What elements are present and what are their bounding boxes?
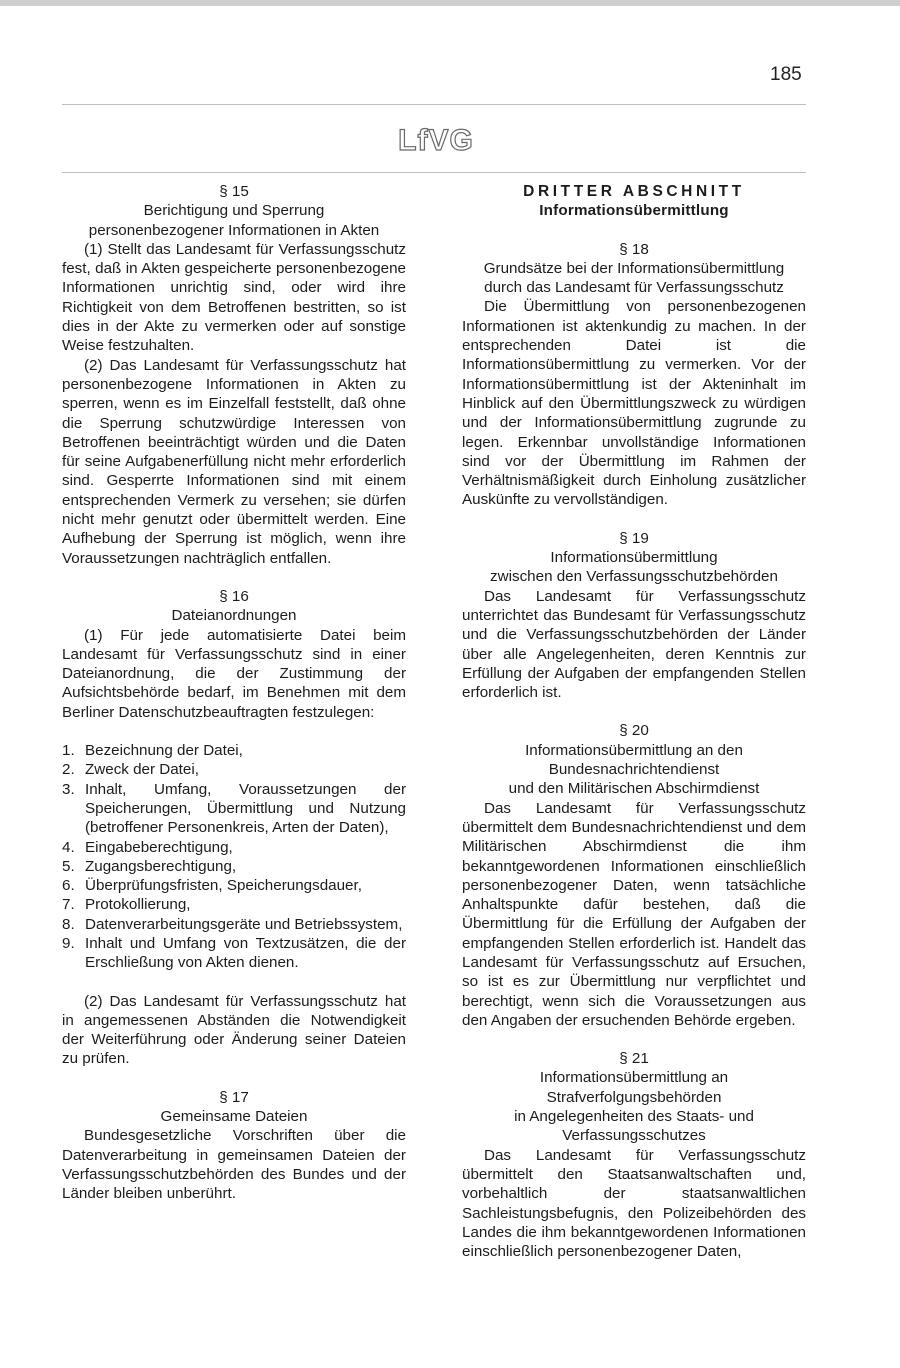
- section-16-paragraph-2: (2) Das Landesamt für Verfassungsschutz hat in angemessenen Abständen die Notwendigkeit der Weiterführung oder Änderung seiner Dateien zu prüfen.: [62, 992, 406, 1068]
- chapter-subheading: Informationsübermittlung: [539, 202, 729, 220]
- section-21-title-line4: Verfassungsschutzes: [562, 1127, 706, 1145]
- section-18-title-line1: Grundsätze bei der Informationsübermittlung: [483, 259, 785, 277]
- section-19-title-line2: zwischen den Verfassungsschutzbehörden: [490, 568, 778, 586]
- section-19-title-line1: Informationsübermittlung: [550, 549, 718, 567]
- list-item: 4. Eingabeberechtigung,: [62, 838, 233, 856]
- list-item: 9. Inhalt und Umfang von Textzusätzen, die der Erschließung von Akten dienen.: [62, 934, 406, 972]
- list-item: 2. Zweck der Datei,: [62, 761, 199, 779]
- section-20-title-line1: Informationsübermittlung an den: [525, 741, 743, 759]
- page-number: 185: [770, 64, 802, 85]
- section-21-title-line1: Informationsübermittlung an: [539, 1069, 729, 1087]
- section-15-number: § 15: [219, 183, 249, 200]
- section-16-number: § 16: [219, 587, 249, 605]
- section-16-list: [62, 741, 406, 973]
- header-rule-bottom: [62, 172, 806, 173]
- section-20-title-line3: und den Militärischen Abschirmdienst: [508, 780, 760, 798]
- section-21-title-line2: Strafverfolgungsbehörden: [546, 1088, 722, 1106]
- section-15-title-line2: personenbezogener Informationen in Akten: [88, 221, 380, 239]
- list-item: 7. Protokollierung,: [62, 896, 191, 914]
- right-column: [462, 182, 806, 1261]
- scan-edge-shade: [0, 0, 900, 6]
- section-21-number: § 21: [619, 1050, 649, 1068]
- section-15-paragraph-2: (2) Das Landesamt für Verfassungsschutz hat personenbezogene Informationen in Akten zu sperren, wenn es im Einzelfall feststellt, daß ohne die Sperrung schutzwürdige Interessen von Betroffenen beeinträchtigt würden und die Daten für seine Aufgabenerfüllung nicht mehr erforderlich sind. Gesperrte Informationen sind mit einem entsprechenden Vermerk zu versehen; sie dürfen nicht mehr genutzt oder übermittelt werden. Eine Aufhebung der Sperrung ist möglich, wenn ihre Voraussetzungen nachträglich entfallen.: [62, 356, 406, 567]
- header-rule-top: [62, 104, 806, 105]
- section-18-title-line2: durch das Landesamt für Verfassungsschutz: [484, 279, 784, 297]
- section-21-paragraph: Das Landesamt für Verfassungsschutz übermittelt den Staatsanwaltschaften und, vorbehaltlich der staatsanwaltlichen Sachleistungsbefugnis, den Polizeibehörden des Landes die ihm bekanntgewordenen Informationen einschließlich personenbezogener Daten,: [462, 1146, 806, 1261]
- section-18-number: § 18: [619, 240, 649, 258]
- list-item: 5. Zugangsberechtigung,: [62, 857, 237, 875]
- section-18-paragraph: Die Übermittlung von personenbezogenen Informationen ist aktenkundig zu machen. In der entsprechenden Datei ist die Informationsübermittlung zu vermerken. Vor der Informationsübermittlung ist der Akteninhalt im Hinblick auf den Übermittlungszweck zu würdigen und der Informationsübermittlung zugrunde zu legen. Erkennbar unvollständige Informationen sind vor der Übermittlung im Rahmen der Verhältnismäßigkeit durch Einholung zusätzlicher Auskünfte zu vervollständigen.: [462, 298, 806, 509]
- section-21-title-line3: in Angelegenheiten des Staats- und: [514, 1108, 754, 1126]
- section-20-number: § 20: [619, 722, 649, 740]
- section-20-title-line2: Bundesnachrichtendienst: [548, 761, 720, 779]
- list-item: 1. Bezeichnung der Datei,: [62, 742, 243, 760]
- section-15-title-line1: Berichtigung und Sperrung: [143, 202, 325, 220]
- section-20-paragraph: Das Landesamt für Verfassungsschutz übermittelt dem Bundesnachrichtendienst und dem Militärischen Abschirmdienst die ihm bekanntgewordenen Informationen einschließlich personenbezogener Daten, wenn tatsächliche Anhaltspunkte dafür bestehen, daß die Übermittlung für die Erfüllung der Aufgaben der empfangenden Stellen erforderlich ist. Handelt das Landesamt für Verfassungsschutz auf Ersuchen, so ist es zur Übermittlung nur verpflichtet und berechtigt, wenn sich die Voraussetzungen aus den Angaben der ersuchenden Behörde ergeben.: [462, 799, 806, 1029]
- section-17-paragraph: Bundesgesetzliche Vorschriften über die Datenverarbeitung in gemeinsamen Dateien der Verfassungsschutzbehörden des Bundes und der Länder bleiben unberührt.: [62, 1127, 406, 1203]
- section-17-number: § 17: [219, 1088, 249, 1106]
- section-16-paragraph-1: (1) Für jede automatisierte Datei beim Landesamt für Verfassungsschutz sind in einer Dateianordnung, die der Zustimmung der Aufsichtsbehörde bedarf, im Benehmen mit dem Berliner Datenschutzbeauftragten festzulegen:: [62, 626, 406, 721]
- section-16-title: Dateianordnungen: [171, 607, 297, 625]
- list-item: 6. Überprüfungsfristen, Speicherungsdauer,: [62, 877, 362, 895]
- list-item: 3. Inhalt, Umfang, Voraussetzungen der Speicherungen, Übermittlung und Nutzung (betroffener Personenkreis, Arten der Daten),: [62, 780, 406, 837]
- chapter-heading: DRITTER ABSCHNITT: [523, 183, 745, 200]
- section-19-paragraph: Das Landesamt für Verfassungsschutz unterrichtet das Bundesamt für Verfassungsschutz und die Verfassungsschutzbehörden der Länder über alle Angelegenheiten, deren Kenntnis zur Erfüllung der Aufgaben der empfangenden Stellen erforderlich ist.: [462, 587, 806, 702]
- section-19-number: § 19: [619, 529, 649, 547]
- lfvg-logo: LfVG: [398, 124, 474, 157]
- left-column: [62, 182, 406, 1204]
- section-15-paragraph-1: (1) Stellt das Landesamt für Verfassungsschutz fest, daß in Akten gespeicherte personenbezogene Informationen unrichtig sind, oder wird ihre Richtigkeit von dem Betroffenen bestritten, so ist dies in der Akte zu vermerken oder auf sonstige Weise festzuhalten.: [62, 240, 406, 355]
- section-17-title: Gemeinsame Dateien: [160, 1108, 308, 1126]
- list-item: 8. Datenverarbeitungsgeräte und Betriebssystem,: [62, 915, 403, 933]
